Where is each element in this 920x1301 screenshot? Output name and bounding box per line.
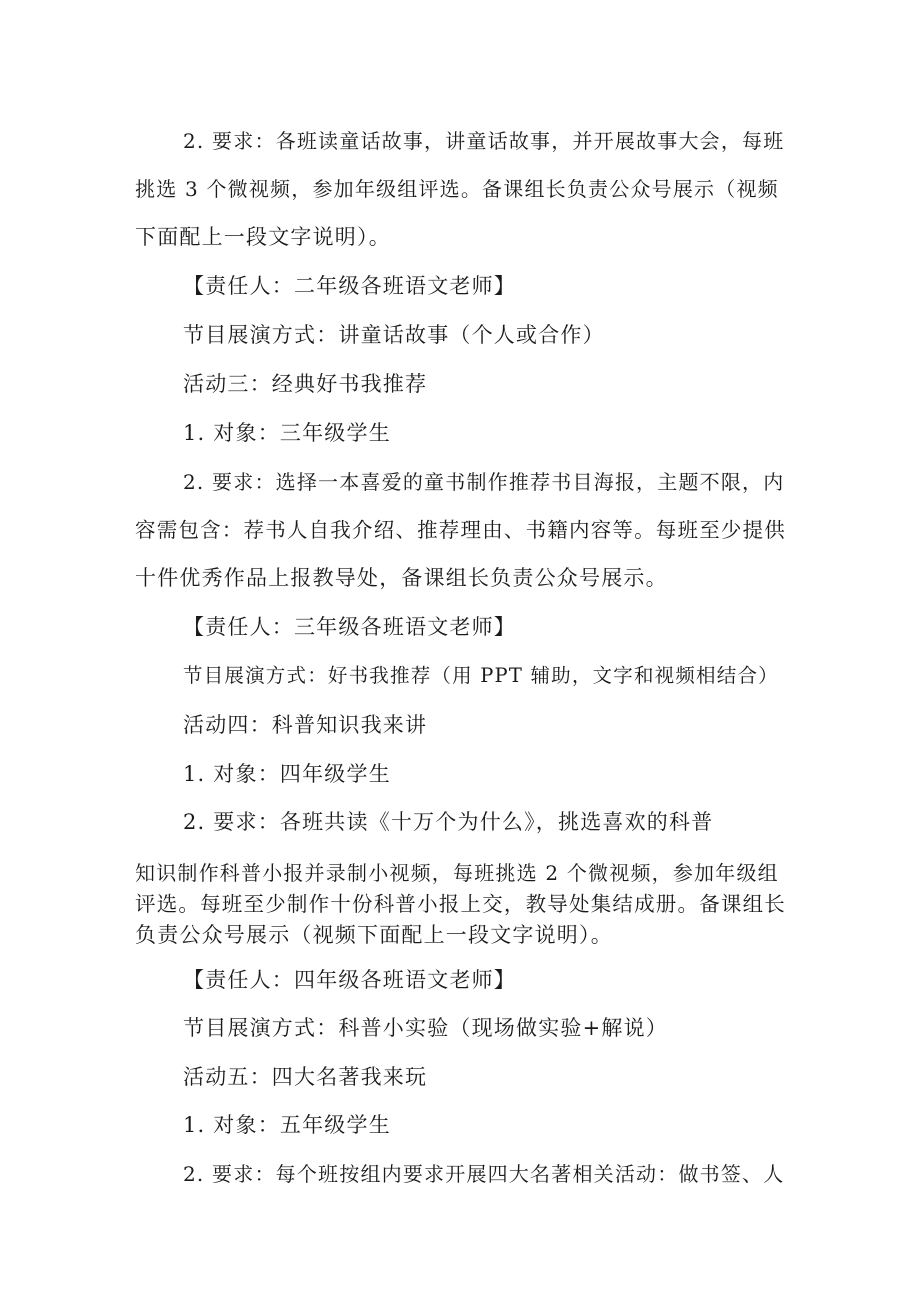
- target-line: 1. 对象：三年级学生: [183, 421, 391, 445]
- paragraph-line: 挑选 3 个微视频，参加年级组评选。备课组长负责公众号展示（视频: [135, 177, 779, 201]
- paragraph-line: 2. 要求：各班读童话故事，讲童话故事，并开展故事大会，每班: [183, 129, 785, 153]
- paragraph-line: 2. 要求：每个班按组内要求开展四大名著相关活动：做书签、人: [183, 1162, 785, 1186]
- activity-heading: 活动四：科普知识我来讲: [183, 713, 428, 737]
- performance-mode-line: 节目展演方式：科普小实验（现场做实验+解说）: [183, 1016, 668, 1040]
- paragraph-line: 2. 要求：选择一本喜爱的童书制作推荐书目海报，主题不限，内: [183, 470, 785, 494]
- responsible-person-line: 【责任人：三年级各班语文老师】: [183, 615, 516, 639]
- activity-heading: 活动三：经典好书我推荐: [183, 372, 428, 396]
- paragraph-line: 知识制作科普小报并录制小视频，每班挑选 2 个微视频，参加年级组: [135, 861, 779, 885]
- performance-mode-line: 节目展演方式：好书我推荐（用 PPT 辅助，文字和视频相结合）: [183, 664, 779, 687]
- paragraph-line: 2. 要求：各班共读《十万个为什么》，挑选喜欢的科普: [183, 810, 714, 834]
- paragraph-line: 下面配上一段文字说明）。: [135, 225, 391, 249]
- paragraph-line: 容需包含：荐书人自我介绍、推荐理由、书籍内容等。每班至少提供: [135, 518, 786, 542]
- target-line: 1. 对象：五年级学生: [183, 1113, 391, 1137]
- paragraph-line: 评选。每班至少制作十份科普小报上交，教导处集结成册。备课组长: [135, 892, 786, 916]
- responsible-person-line: 【责任人：四年级各班语文老师】: [183, 968, 516, 992]
- target-line: 1. 对象：四年级学生: [183, 762, 391, 786]
- activity-heading: 活动五：四大名著我来玩: [183, 1065, 428, 1089]
- paragraph-line: 负责公众号展示（视频下面配上一段文字说明）。: [135, 923, 613, 947]
- responsible-person-line: 【责任人：二年级各班语文老师】: [183, 274, 516, 298]
- performance-mode-line: 节目展演方式：讲童话故事（个人或合作）: [183, 323, 605, 347]
- paragraph-line: 十件优秀作品上报教导处，备课组长负责公众号展示。: [135, 566, 668, 590]
